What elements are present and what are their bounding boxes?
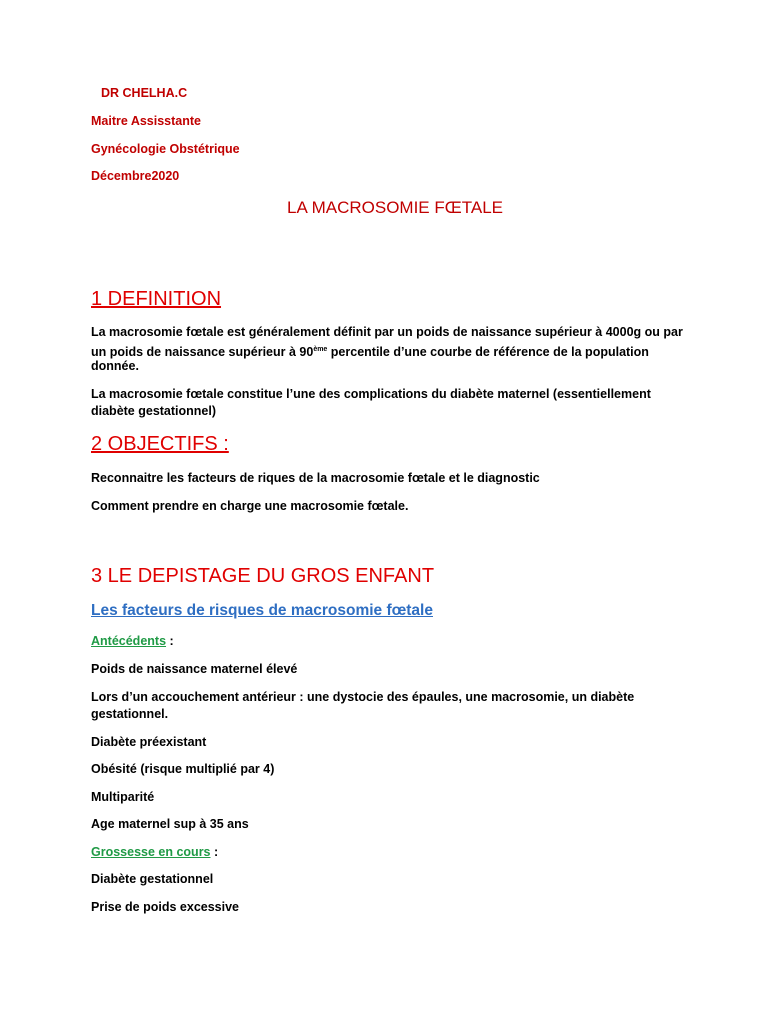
- complication-line-1: La macrosomie fœtale constitue l’une des complications du diabète maternel (essentiellement: [91, 387, 651, 401]
- author-name: DR CHELHA.C: [101, 86, 188, 100]
- definition-line-2-start: un poids de naissance supérieur à 90: [91, 345, 314, 359]
- grossesse-item: Prise de poids excessive: [91, 900, 240, 914]
- section-heading-depistage: 3 LE DEPISTAGE DU GROS ENFANT: [91, 565, 435, 587]
- author-role: Maitre Assisstante: [91, 114, 201, 128]
- antecedent-item-continuation: gestationnel.: [91, 707, 169, 721]
- section-heading-objectifs: 2 OBJECTIFS :: [91, 433, 229, 455]
- superscript-ordinal: ème: [313, 346, 328, 353]
- complication-line-2: diabète gestationnel): [91, 404, 217, 418]
- antecedents-label-colon: :: [166, 634, 174, 648]
- document-title: LA MACROSOMIE FŒTALE: [287, 198, 504, 217]
- antecedents-label-text: Antécédents: [91, 634, 167, 648]
- objective-item-1: Reconnaitre les facteurs de riques de la macrosomie fœtale et le diagnostic: [91, 471, 540, 485]
- antecedent-item: Obésité (risque multiplié par 4): [91, 762, 275, 776]
- author-speciality: Gynécologie Obstétrique: [91, 142, 240, 156]
- antecedent-item: Diabète préexistant: [91, 735, 207, 749]
- grossesse-label-text: Grossesse en cours: [91, 845, 211, 859]
- grossesse-label: [91, 844, 218, 861]
- antecedent-item: Lors d’un accouchement antérieur : une dystocie des épaules, une macrosomie, un diabète: [91, 690, 635, 704]
- definition-line-2: [91, 341, 649, 361]
- document-date: Décembre2020: [91, 169, 180, 183]
- definition-line-2-end: percentile d’une courbe de référence de la population: [327, 345, 649, 359]
- definition-line-1: La macrosomie fœtale est généralement définit par un poids de naissance supérieur à 4000g ou par: [91, 325, 683, 339]
- antecedents-label: [91, 633, 174, 650]
- grossesse-label-colon: :: [210, 845, 219, 859]
- objective-item-2: Comment prendre en charge une macrosomie fœtale.: [91, 499, 409, 513]
- antecedent-item: Multiparité: [91, 790, 155, 804]
- grossesse-item: Diabète gestationnel: [91, 872, 214, 886]
- antecedent-item: Poids de naissance maternel élevé: [91, 662, 298, 676]
- antecedent-item: Age maternel sup à 35 ans: [91, 817, 249, 831]
- definition-line-3: donnée.: [91, 359, 139, 373]
- section-heading-definition: 1 DEFINITION: [91, 288, 222, 310]
- risk-factors-subheading: Les facteurs de risques de macrosomie fœtale: [91, 602, 433, 619]
